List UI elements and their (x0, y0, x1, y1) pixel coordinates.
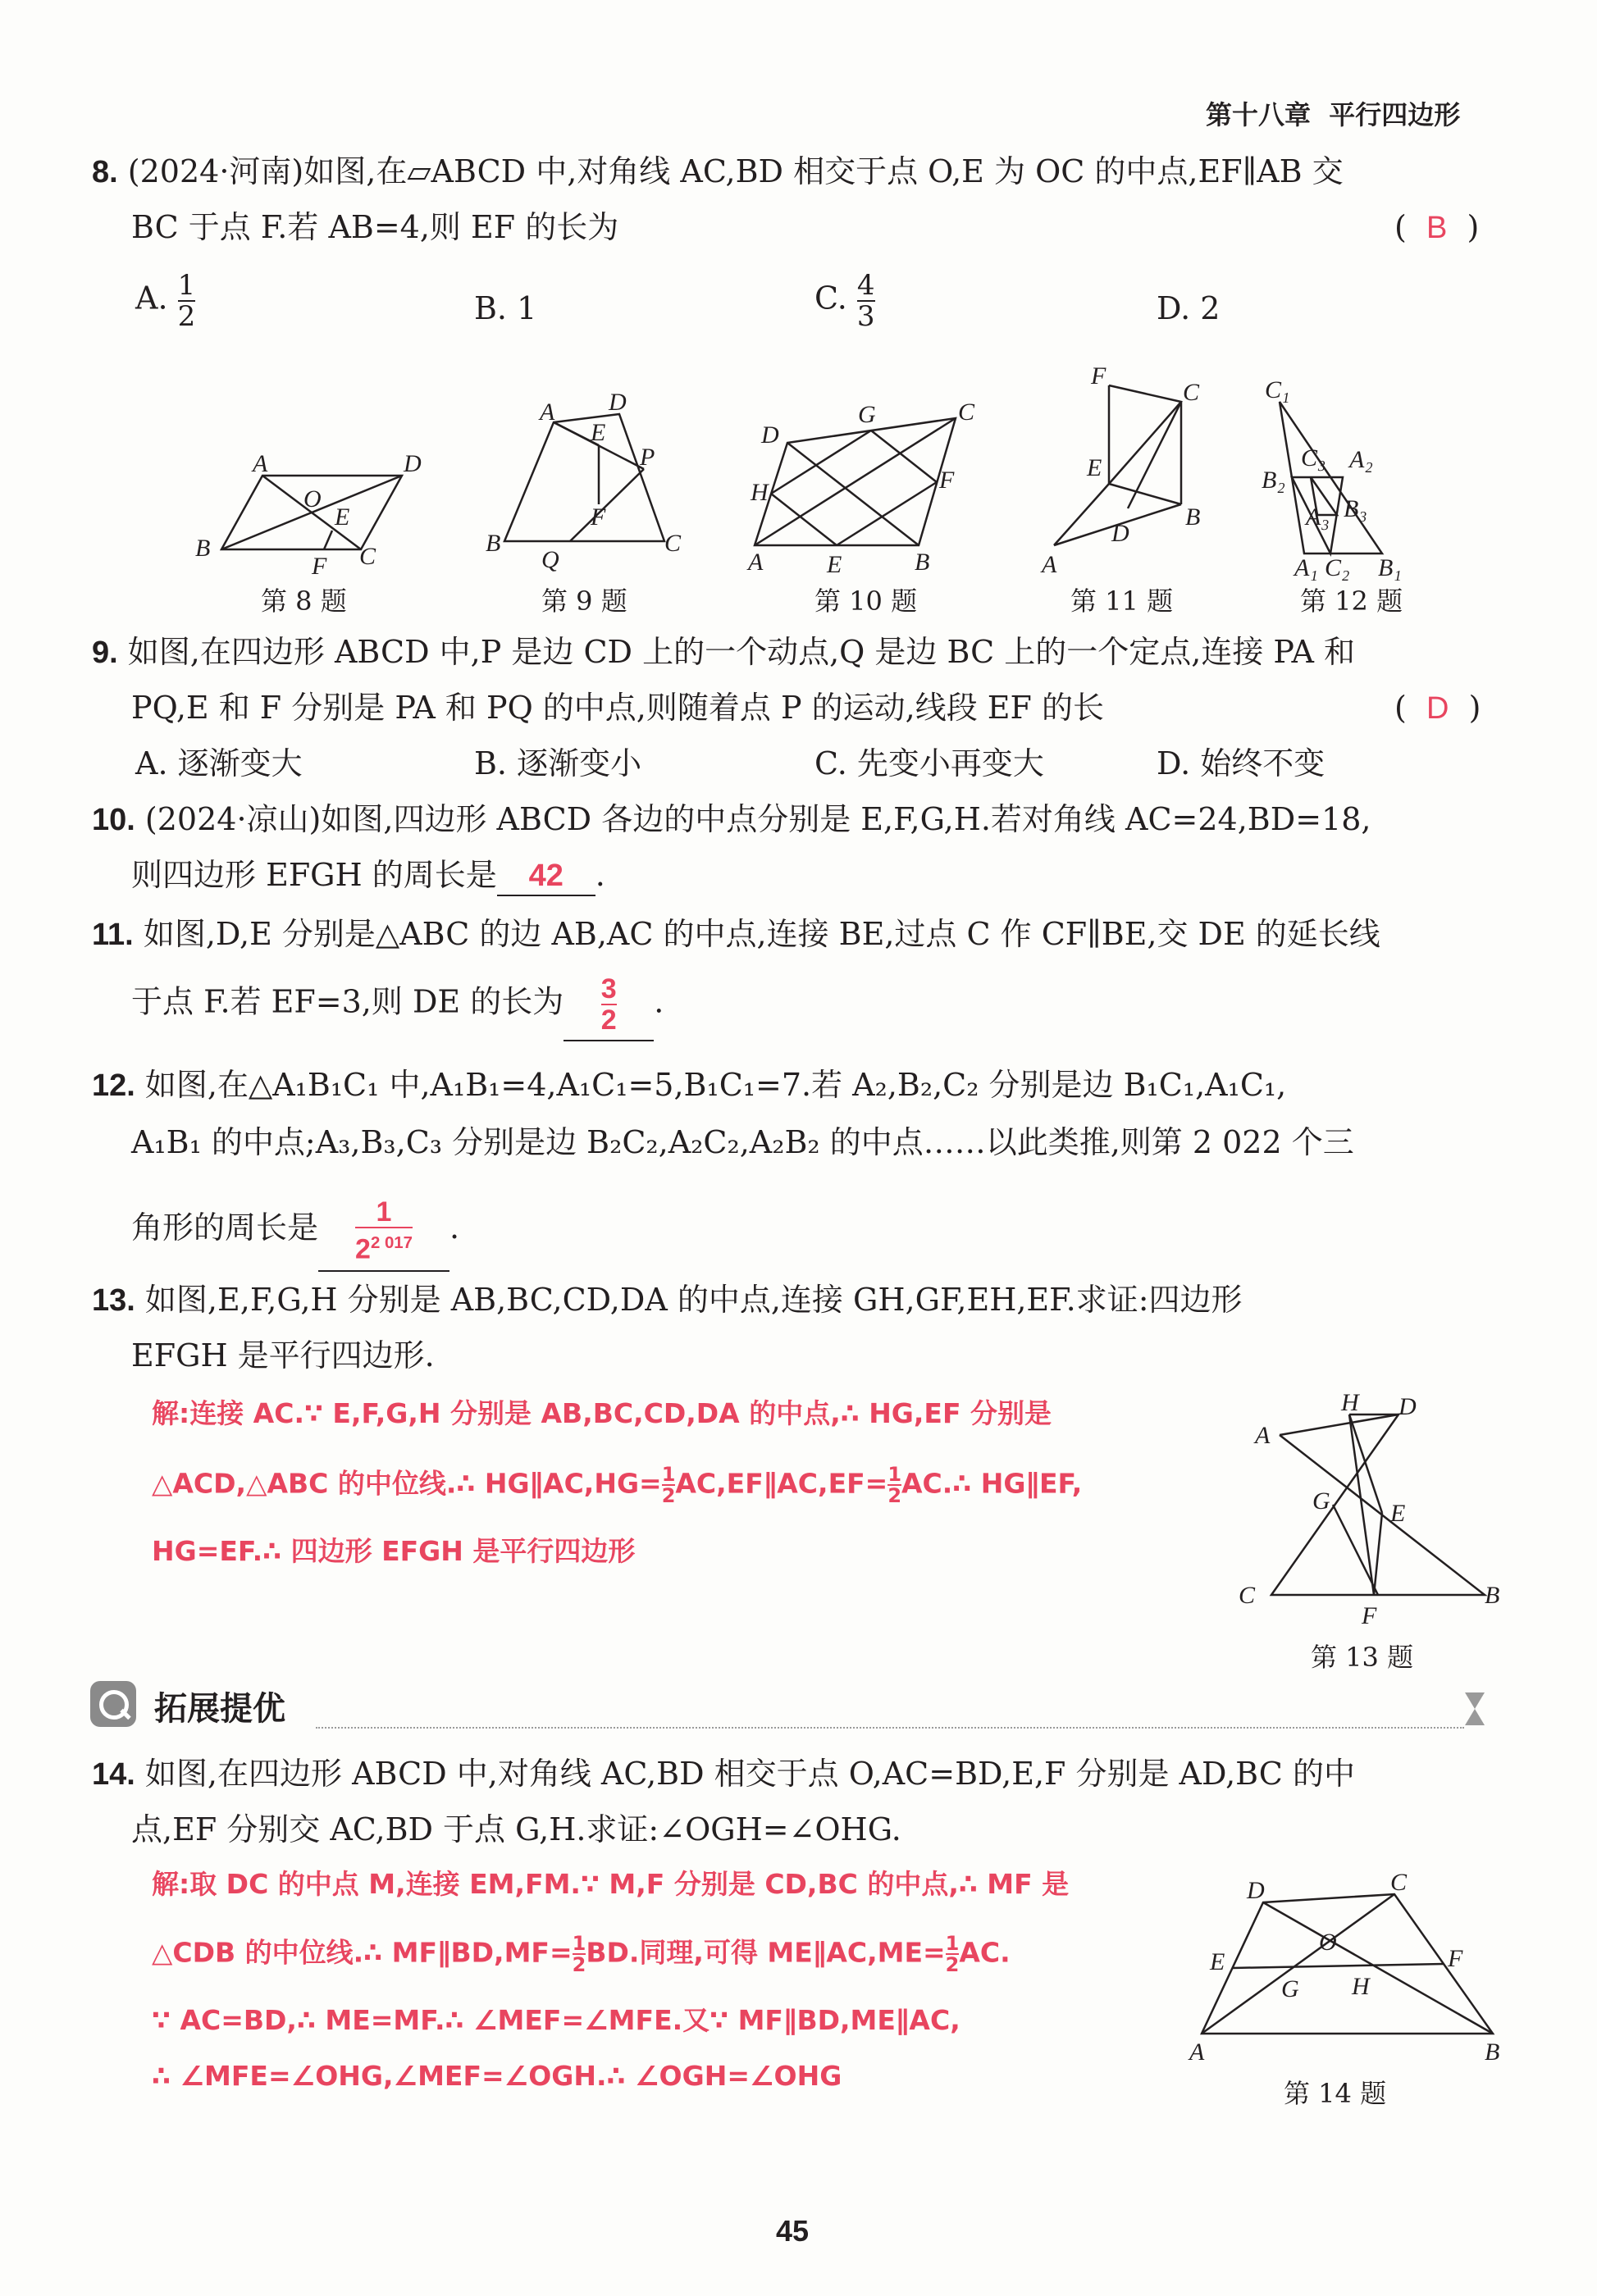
label: E (827, 551, 842, 578)
label: F (1091, 362, 1106, 390)
q8-option-b: B. 1 (474, 290, 537, 326)
magnifier-icon (90, 1681, 136, 1727)
label: A (748, 549, 764, 576)
q9-number: 9. (92, 636, 118, 670)
q10-number: 10. (92, 803, 135, 837)
q9-option-d: D. 始终不变 (1157, 745, 1326, 781)
q9-option-a: A. 逐渐变大 (135, 745, 303, 781)
label: F (312, 553, 327, 580)
label: Q (541, 546, 559, 573)
label: B₃ (1344, 495, 1367, 522)
label: C (1183, 379, 1200, 406)
section-divider (316, 1727, 1464, 1729)
label: D (1399, 1393, 1417, 1420)
q12-answer: $\frac{1}{2^{2 017}}$ (355, 1196, 413, 1265)
page-number: 45 (776, 2214, 810, 2248)
q12-text-1: 如图,在△A₁B₁C₁ 中,A₁B₁=4,A₁C₁=5,B₁C₁=7.若 A₂,B₂,C₂ 分别是边 B₁C₁,A₁C₁, (144, 1067, 1287, 1103)
q9-answer: D (1426, 691, 1449, 726)
label: F (591, 503, 606, 531)
chapter-number: 第十八章 (1206, 99, 1312, 130)
figure-row (180, 361, 1460, 582)
q14-number: 14. (92, 1757, 135, 1792)
q10-text-1: (2024·凉山)如图,四边形 ABCD 各边的中点分别是 E,F,G,H.若对角线 AC=24,BD=18, (144, 801, 1371, 837)
label: C (1390, 1870, 1408, 1896)
caption-14: 第 14 题 (1284, 2078, 1387, 2109)
q11-line1 (92, 915, 1380, 954)
q8-option-a: A. $\frac{1}{2}$ (135, 269, 196, 333)
label: B (915, 549, 930, 576)
label: E (335, 503, 350, 531)
label: A (1255, 1422, 1271, 1449)
q12-line3: 角形的周长是 $\frac{1}{2^{2 017}}$ . (131, 1197, 459, 1272)
q9-option-c: C. 先变小再变大 (814, 745, 1044, 781)
label: D (609, 389, 627, 416)
q14-text-1: 如图,在四边形 ABCD 中,对角线 AC,BD 相交于点 O,AC=BD,E,F 分别是 AD,BC 的中 (144, 1756, 1355, 1792)
q12-line1 (92, 1066, 1286, 1105)
label: G (1281, 1975, 1299, 2002)
label: B (1185, 503, 1201, 531)
q14-solution-1: 解:取 DC 的中点 M,连接 EM,FM.∵ M,F 分别是 CD,BC 的中点,∴ MF 是 (152, 1868, 1070, 1900)
q8-text-1: (2024·河南)如图,在▱ABCD 中,对角线 AC,BD 相交于点 O,E 为 OC 的中点,EF∥AB 交 (127, 153, 1344, 189)
q11-answer: $\frac{3}{2}$ (600, 973, 617, 1036)
hourglass-icon (1465, 1692, 1485, 1725)
section-title: 拓展提优 (154, 1690, 285, 1728)
q13-line1 (92, 1281, 1243, 1319)
label: F (1448, 1945, 1463, 1972)
q8-number: 8. (92, 155, 118, 189)
q8-answer: B (1426, 211, 1448, 245)
label: E (1087, 454, 1102, 481)
label: B₂ (1262, 467, 1285, 494)
label: D (404, 450, 422, 477)
label: A₂ (1349, 446, 1373, 473)
label: F (939, 467, 955, 494)
chapter-header (1206, 94, 1460, 132)
q8-option-c: C. $\frac{4}{3}$ (814, 269, 875, 333)
label: B₁ (1378, 554, 1402, 581)
label: O (303, 485, 322, 512)
q8-line1 (92, 153, 1344, 191)
q13-text-1: 如图,E,F,G,H 分别是 AB,BC,CD,DA 的中点,连接 GH,GF,EH,EF.求证:四边形 (144, 1282, 1243, 1318)
q10-line2: 则四边形 EFGH 的周长是 42 . (131, 856, 605, 896)
label: C₂ (1325, 554, 1350, 581)
q9-line2: PQ,E 和 F 分别是 PA 和 PQ 的中点,则随着点 P 的运动,线段 EF 的长 (131, 690, 1104, 726)
q13-number: 13. (92, 1283, 135, 1318)
label: D (761, 421, 779, 449)
label: B (1485, 2039, 1500, 2066)
label: C (1239, 1582, 1256, 1609)
q11-number: 11. (92, 918, 134, 952)
label: B (1485, 1582, 1500, 1609)
caption-8: 第 8 题 (261, 585, 347, 617)
label: D (1111, 520, 1129, 547)
q13-solution-3: HG=EF.∴ 四边形 EFGH 是平行四边形 (152, 1535, 636, 1567)
caption-13: 第 13 题 (1311, 1642, 1414, 1673)
q13-solution-2: △ACD,△ABC 的中位线.∴ HG∥AC,HG= $\frac{1}{2}$ AC,EF∥AC,EF= $\frac{1}{2}$ AC.∴ HG∥EF, (152, 1463, 1083, 1507)
q14-line1 (92, 1755, 1355, 1793)
label: O (1319, 1929, 1337, 1956)
caption-10: 第 10 题 (814, 585, 918, 617)
q9-option-b: B. 逐渐变小 (474, 745, 642, 781)
q8-option-d: D. 2 (1157, 290, 1221, 326)
figure-9 (504, 414, 664, 541)
figure-13 (1230, 1386, 1509, 1632)
caption-9: 第 9 题 (541, 585, 627, 617)
label: H (751, 479, 769, 506)
q11-line2: 于点 F.若 EF=3,则 DE 的长为 $\frac{3}{2}$ . (131, 974, 664, 1041)
q12-line2: A₁B₁ 的中点;A₃,B₃,C₃ 分别是边 B₂C₂,A₂C₂,A₂B₂ 的中点……以此类推,则第 2 022 个三 (131, 1124, 1354, 1160)
figure-14 (1181, 1870, 1509, 2075)
q14-solution-2: △CDB 的中位线.∴ MF∥BD,MF= $\frac{1}{2}$ BD.同理,可得 ME∥AC,ME= $\frac{1}{2}$ AC. (152, 1932, 1011, 1976)
label: C (359, 543, 376, 570)
label: C₁ (1265, 376, 1290, 403)
label: A (253, 450, 268, 477)
label: G (1312, 1487, 1330, 1515)
label: F (1362, 1602, 1377, 1629)
q14-line2: 点,EF 分别交 AC,BD 于点 G,H.求证:∠OGH=∠OHG. (131, 1811, 901, 1847)
label: A₃ (1306, 503, 1330, 531)
q13-solution-1: 解:连接 AC.∵ E,F,G,H 分别是 AB,BC,CD,DA 的中点,∴ HG,EF 分别是 (152, 1397, 1052, 1429)
label: C (958, 399, 975, 426)
q10-line1 (92, 800, 1371, 839)
q14-solution-3: ∵ AC=BD,∴ ME=MF.∴ ∠MEF=∠MFE.又∵ MF∥BD,ME∥AC, (152, 2004, 960, 2036)
label: C (664, 530, 682, 557)
label: G (858, 401, 876, 428)
q9-answer-bracket: ( D ) (1394, 690, 1481, 726)
q11-text-1: 如图,D,E 分别是△ABC 的边 AB,AC 的中点,连接 BE,过点 C 作 CF∥BE,交 DE 的延长线 (143, 916, 1380, 952)
label: E (1390, 1500, 1406, 1527)
label: A (1189, 2039, 1205, 2066)
label: B (195, 535, 211, 562)
q10-answer: 42 (528, 859, 564, 893)
label: D (1247, 1877, 1265, 1904)
q8-line2: BC 于点 F.若 AB=4,则 EF 的长为 (131, 209, 619, 245)
q14-solution-4: ∴ ∠MFE=∠OHG,∠MEF=∠OGH.∴ ∠OGH=∠OHG (152, 2060, 842, 2092)
chapter-title: 平行四边形 (1329, 99, 1461, 130)
label: P (640, 444, 655, 471)
label: A₁ (1294, 554, 1318, 581)
label: H (1341, 1389, 1359, 1416)
q8-answer-bracket: ( B ) (1394, 209, 1480, 245)
label: E (1210, 1948, 1225, 1975)
caption-11: 第 11 题 (1070, 585, 1174, 617)
label: C₃ (1301, 444, 1326, 472)
q9-line1 (92, 633, 1355, 672)
q13-line2: EFGH 是平行四边形. (131, 1337, 435, 1374)
figure-12 (1280, 402, 1382, 554)
label: A (540, 399, 555, 426)
q9-text-1: 如图,在四边形 ABCD 中,P 是边 CD 上的一个动点,Q 是边 BC 上的一个定点,连接 PA 和 (127, 634, 1356, 670)
fraction: $\frac{1}{2}$ (177, 269, 196, 333)
label: A (1042, 551, 1057, 578)
fraction: $\frac{4}{3}$ (856, 269, 875, 333)
q12-number: 12. (92, 1068, 135, 1103)
figure-10 (755, 418, 956, 545)
caption-12: 第 12 题 (1300, 585, 1403, 617)
label: E (591, 419, 606, 446)
label: H (1352, 1973, 1370, 2000)
label: B (486, 530, 501, 557)
